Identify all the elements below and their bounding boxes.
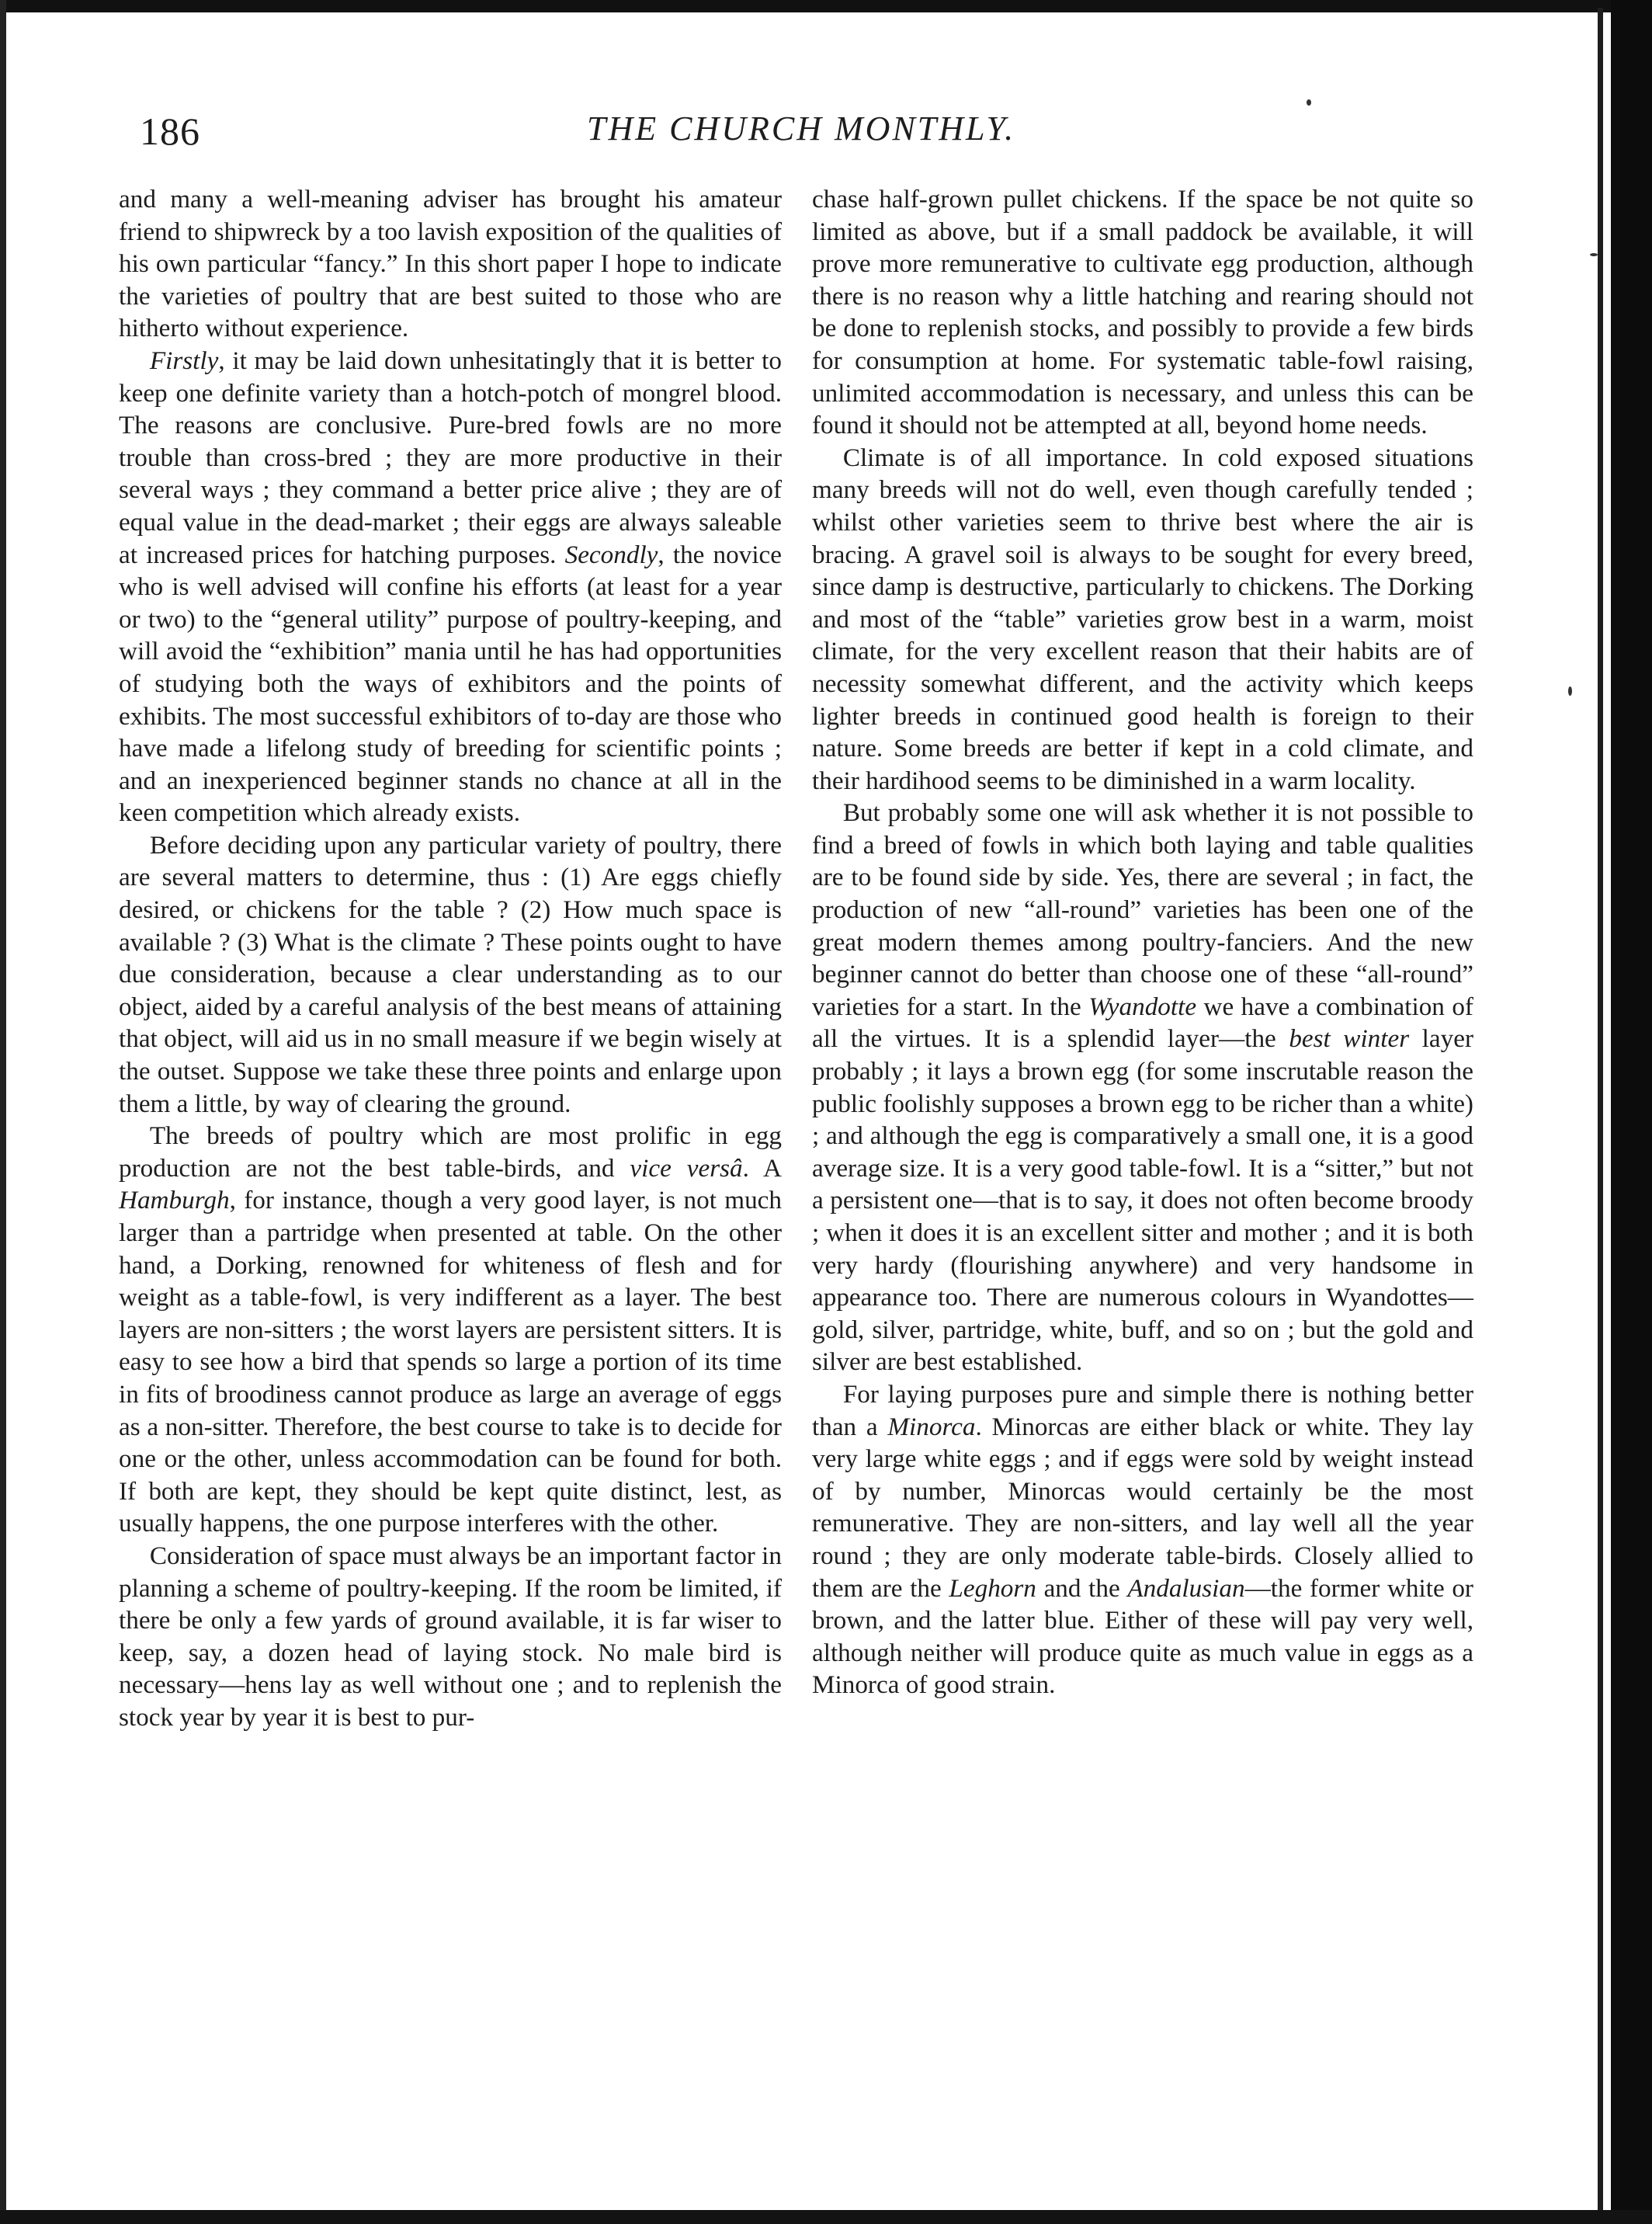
- emphasis: Andalusian: [1127, 1573, 1245, 1603]
- ink-speck: [1307, 99, 1311, 106]
- scan-border-top: [0, 0, 1652, 12]
- paragraph: chase half-grown pullet chickens. If the space be not quite so limited as above, but if a small paddock be available, it will prove more remunerative to cultivate egg production, although there is no reason why a little hatching and rearing should not be done to replenish stocks, and possibly to provide a few birds for consumption at home. For systematic table-fowl raising, unlimited accommodation is necessary, and unless this can be found it should not be attempted at all, beyond home needs.: [812, 185, 1473, 440]
- ink-speck: [1568, 686, 1572, 696]
- emphasis: Firstly: [149, 346, 219, 375]
- scan-border-right: [1611, 0, 1652, 2224]
- running-head: THE CHURCH MONTHLY.: [587, 109, 1016, 148]
- emphasis: Minorca: [887, 1412, 976, 1441]
- right-column: [812, 183, 1473, 1701]
- emphasis: vice versâ: [630, 1153, 743, 1183]
- paragraph: Climate is of all importance. In cold exposed situations many breeds will not do well, even though carefully tended ; whilst other varieties seem to thrive best where the air is bracing. A gravel soil is always to be sought for every breed, since damp is destructive, particularly to chickens. The Dorking and most of the “table” varieties grow best in a warm, moist climate, for the very excellent reason that their habits are of necessity somewhat different, and the activity which keeps lighter breeds in continued good health is foreign to their nature. Some breeds are better if kept in a cold climate, and their hardihood seems to be diminished in a warm locality.: [812, 443, 1473, 795]
- emphasis: Hamburgh: [119, 1186, 230, 1215]
- scan-border-bottom: [0, 2210, 1652, 2224]
- paragraph: Firstly, it may be laid down unhesitatingly that it is better to keep one definite variety than a hotch-potch of mongrel blood. The reasons are conclusive. Pure-bred fowls are no more trouble than cross-bred ; they are more productive in their several ways ; they command a better price alive ; they are of equal value in the dead-market ; their eggs are always saleable at increased prices for hatching purposes. Secondly, the novice who is well advised will confine his efforts (at least for a year or two) to the “general utility” purpose of poultry-keeping, and will avoid the “exhibition” mania until he has had opportunities of studying both the ways of exhibitors and the points of exhibits. The most successful exhibitors of to-day are those who have made a lifelong study of breeding for scientific points ; and an inexperienced beginner stands no chance at all in the keen competition which already exists.: [119, 346, 782, 828]
- emphasis: Secondly: [564, 540, 658, 569]
- left-column: [119, 183, 782, 1734]
- paragraph: Consideration of space must always be an important factor in planning a scheme of poultry-keeping. If the room be limited, if there be only a few yards of ground available, it is far wiser to keep, say, a dozen head of laying stock. No male bird is necessary—hens lay as well without one ; and to replenish the stock year by year it is best to pur-: [119, 1541, 782, 1732]
- page-edge-rule: [1598, 8, 1603, 2224]
- paragraph: For laying purposes pure and simple there is nothing better than a Minorca. Minorcas are either black or white. They lay very large white eggs ; and if eggs were sold by weight instead of by number, Minorcas would certainly be the most remunerative. They are non-sitters, and lay well all the year round ; they are only moderate table-birds. Closely allied to them are the Leghorn and the Andalusian—the former white or brown, and the latter blue. Either of these will pay very well, although neither will produce quite as much value in eggs as a Minorca of good strain.: [812, 1379, 1473, 1700]
- page-number: 186: [140, 109, 200, 153]
- paragraph: The breeds of poultry which are most prolific in egg production are not the best table-birds, and vice versâ. A Hamburgh, for instance, though a very good layer, is not much larger than a partridge when presented at table. On the other hand, a Dorking, renowned for whiteness of flesh and for weight as a table-fowl, is very indifferent as a layer. The best layers are non-sitters ; the worst layers are persistent sitters. It is easy to see how a bird that spends so large a portion of its time in fits of broodiness cannot produce as large an average of eggs as a non-sitter. Therefore, the best course to take is to decide for one or the other, unless accommodation can be found for both. If both are kept, they should be kept quite distinct, lest, as usually happens, the one purpose interferes with the other.: [119, 1121, 782, 1538]
- paragraph: Before deciding upon any particular variety of poultry, there are several matters to determine, thus : (1) Are eggs chiefly desired, or chickens for the table ? (2) How much space is available ? (3) What is the climate ? These points ought to have due consideration, because a clear understanding as to our object, aided by a careful analysis of the best means of attaining that object, will aid us in no small measure if we begin wisely at the outset. Suppose we take these three points and enlarge upon them a little, by way of clearing the ground.: [119, 830, 782, 1118]
- emphasis: Leghorn: [949, 1573, 1036, 1603]
- ink-speck: [1590, 253, 1598, 256]
- paragraph: and many a well-meaning adviser has brought his amateur friend to shipwreck by a too lavish exposition of the qualities of his own particular “fancy.” In this short paper I hope to indicate the varieties of poultry that are best suited to those who are hitherto without experience.: [119, 185, 782, 343]
- scan-border-left: [0, 0, 6, 2224]
- emphasis: Wyandotte: [1088, 992, 1197, 1021]
- paragraph: But probably some one will ask whether it is not possible to find a breed of fowls in which both laying and table qualities are to be found side by side. Yes, there are several ; in fact, the production of new “all-round” varieties has been one of the great modern themes among poultry-fanciers. And the new beginner cannot do better than choose one of these “all-round” varieties for a start. In the Wyandotte we have a combination of all the virtues. It is a splendid layer—the best winter layer probably ; it lays a brown egg (for some inscrutable reason the public foolishly supposes a brown egg to be richer than a white) ; and although the egg is comparatively a small one, it is a good average size. It is a very good table-fowl. It is a “sitter,” but not a persistent one—that is to say, it does not often become broody ; when it does it is an excellent sitter and mother ; and it is both very hardy (flourishing anywhere) and very handsome in appearance too. There are numerous colours in Wyandottes—gold, silver, partridge, white, buff, and so on ; but the gold and silver are best established.: [812, 798, 1474, 1377]
- emphasis: best winter: [1289, 1024, 1410, 1054]
